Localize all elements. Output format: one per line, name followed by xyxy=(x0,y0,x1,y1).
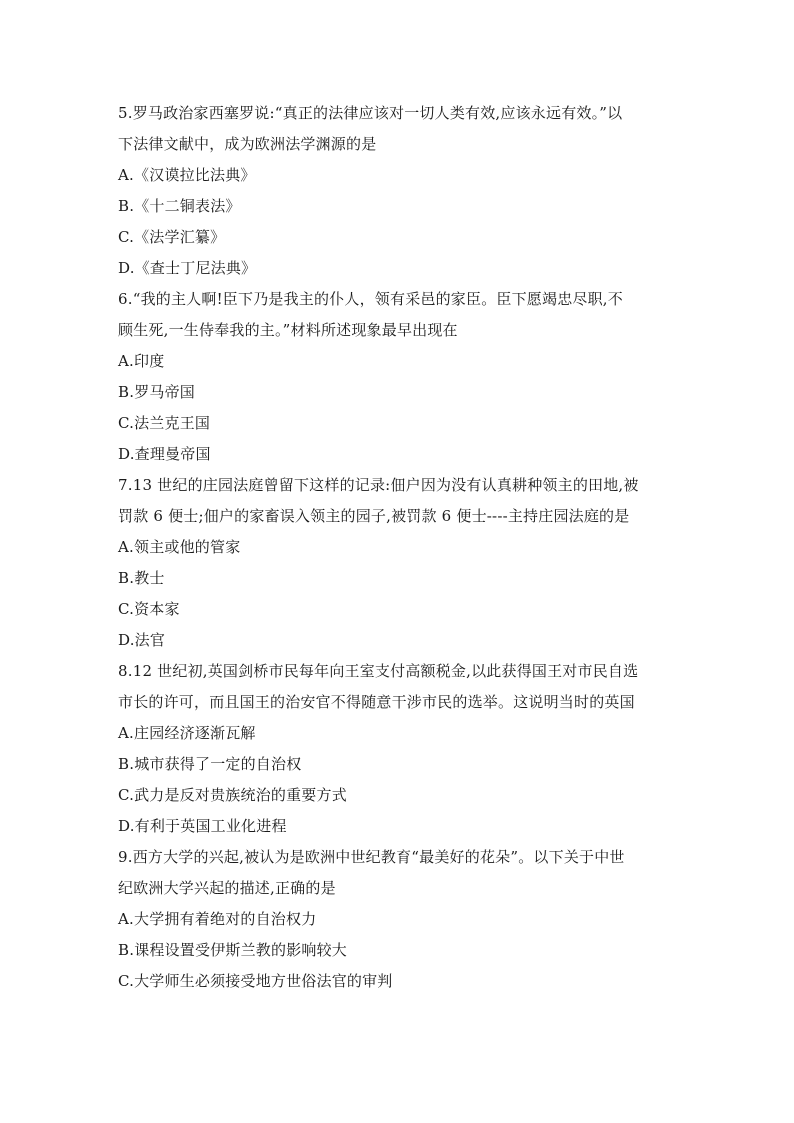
question-stem: 顾生死,一生侍奉我的主。”材料所述现象最早出现在 xyxy=(118,321,458,339)
option-d: D.法官 xyxy=(118,631,166,649)
question-7 xyxy=(118,470,678,656)
question-9 xyxy=(118,842,678,997)
option-d: D.《查士丁尼法典》 xyxy=(118,259,257,277)
option-d: D.有利于英国工业化进程 xyxy=(118,817,287,835)
question-stem: 下法律文献中，成为欧洲法学渊源的是 xyxy=(118,135,377,153)
question-stem: 5.罗马政治家西塞罗说:“真正的法律应该对一切人类有效,应该永远有效。”以 xyxy=(118,104,623,122)
question-8 xyxy=(118,656,678,842)
option-d: D.查理曼帝国 xyxy=(118,445,211,463)
option-a: A.庄园经济逐渐瓦解 xyxy=(118,724,256,742)
option-c: C.法兰克王国 xyxy=(118,414,211,432)
option-b: B.城市获得了一定的自治权 xyxy=(118,755,302,773)
question-6 xyxy=(118,284,678,470)
option-a: A.大学拥有着绝对的自治权力 xyxy=(118,910,317,928)
question-5 xyxy=(118,98,678,284)
option-c: C.资本家 xyxy=(118,600,180,618)
question-stem: 市长的许可，而且国王的治安官不得随意干涉市民的选举。这说明当时的英国 xyxy=(118,693,635,711)
question-stem: 9.西方大学的兴起,被认为是欧洲中世纪教育“最美好的花朵”。以下关于中世 xyxy=(118,848,625,866)
option-c: C.《法学汇纂》 xyxy=(118,228,226,246)
option-b: B.《十二铜表法》 xyxy=(118,197,241,215)
question-stem: 6.“我的主人啊!臣下乃是我主的仆人，领有采邑的家臣。臣下愿竭忠尽职,不 xyxy=(118,290,623,308)
option-c: C.武力是反对贵族统治的重要方式 xyxy=(118,786,347,804)
question-stem: 罚款 6 便士;佃户的家畜误入领主的园子,被罚款 6 便士----主持庄园法庭的是 xyxy=(118,507,630,525)
option-c: C.大学师生必须接受地方世俗法官的审判 xyxy=(118,972,393,990)
option-a: A.《汉谟拉比法典》 xyxy=(118,166,256,184)
question-stem: 纪欧洲大学兴起的描述,正确的是 xyxy=(118,879,336,897)
question-stem: 8.12 世纪初,英国剑桥市民每年向王室支付高额税金,以此获得国王对市民自选 xyxy=(118,662,639,680)
document-page xyxy=(118,98,678,997)
option-b: B.罗马帝国 xyxy=(118,383,195,401)
option-a: A.领主或他的管家 xyxy=(118,538,241,556)
option-b: B.教士 xyxy=(118,569,165,587)
option-b: B.课程设置受伊斯兰教的影响较大 xyxy=(118,941,347,959)
question-stem: 7.13 世纪的庄园法庭曾留下这样的记录:佃户因为没有认真耕种领主的田地,被 xyxy=(118,476,639,494)
option-a: A.印度 xyxy=(118,352,165,370)
